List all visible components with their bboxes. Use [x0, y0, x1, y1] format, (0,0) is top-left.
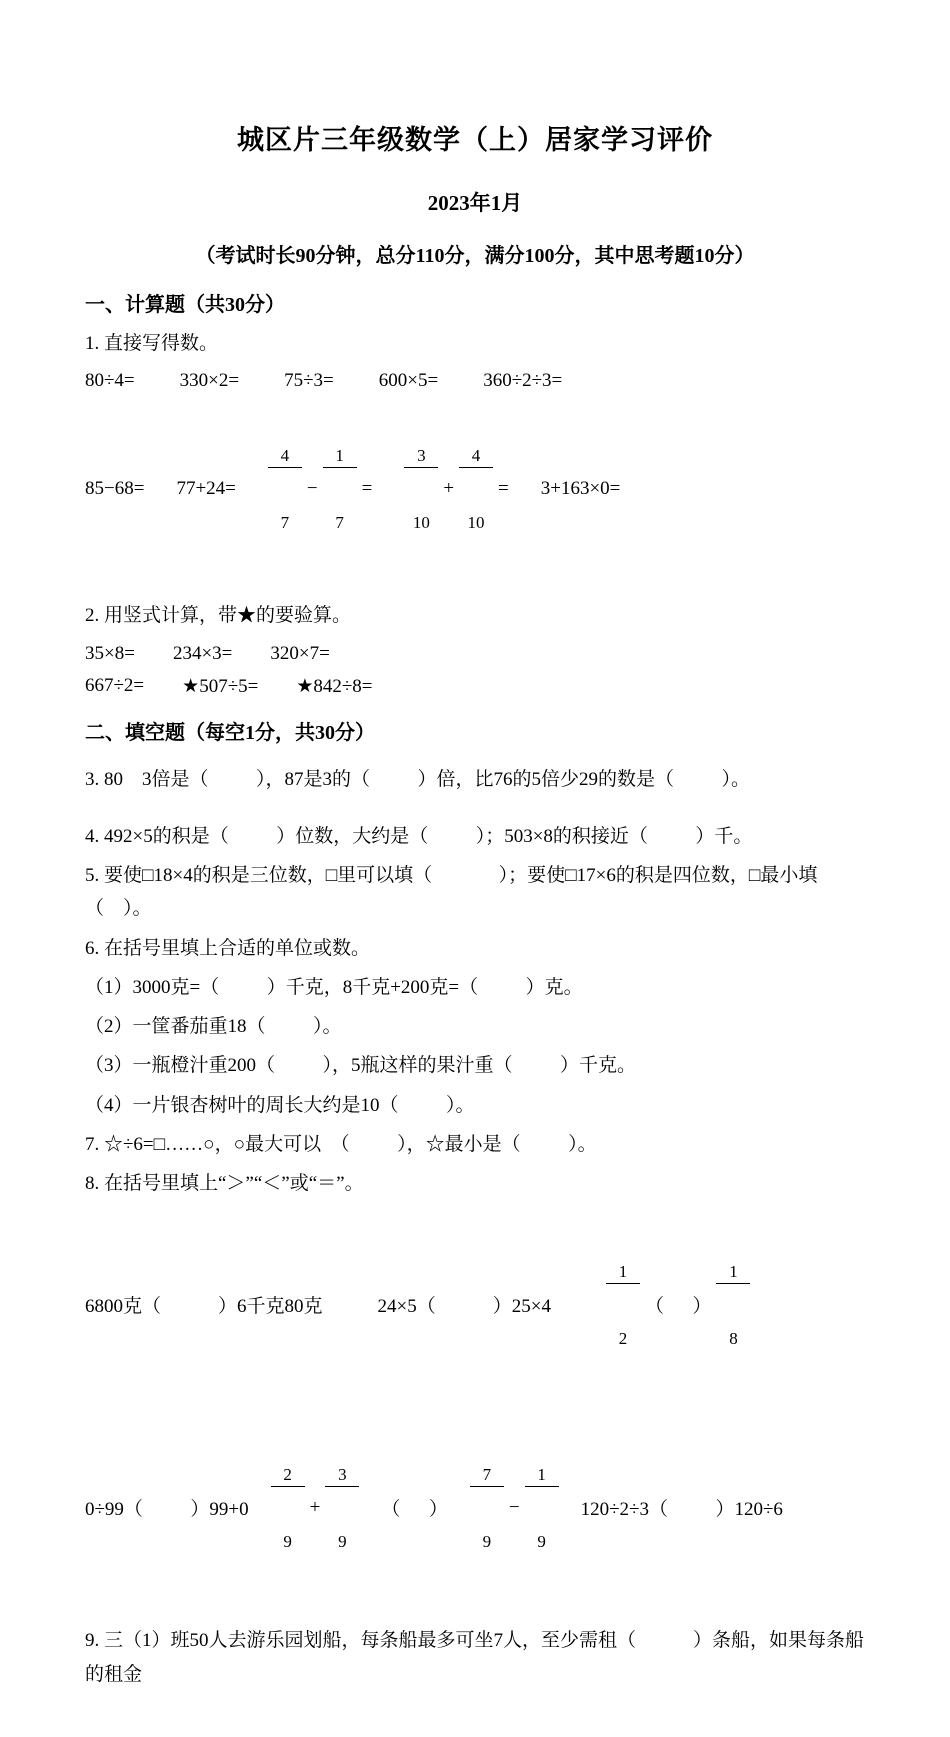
equals-sign: =: [498, 477, 509, 499]
fraction: [268, 402, 302, 575]
fraction-numerator: 2: [271, 1464, 305, 1487]
comparison-expression: 24×5（ ）25×4: [377, 1296, 551, 1318]
operator: −: [508, 1496, 520, 1518]
fraction: [325, 1421, 359, 1594]
fraction-numerator: 1: [716, 1261, 750, 1284]
question-6: 6. 在括号里填上合适的单位或数。: [85, 937, 371, 959]
math-expression: 77+24=: [176, 477, 236, 499]
fraction-denominator: 9: [537, 1531, 546, 1551]
fraction-denominator: 2: [618, 1328, 628, 1348]
fraction-numerator: 3: [404, 445, 438, 468]
fraction-expression: [271, 1421, 360, 1594]
question-9: 9. 三（1）班50人去游乐园划船，每条船最多可坐7人，至少需租（ ）条船，如果每条船的租金: [85, 1630, 865, 1685]
answer-blank: （ ）: [381, 1499, 448, 1521]
fraction-numerator: 1: [606, 1261, 640, 1284]
fraction: [716, 1218, 750, 1391]
operator: −: [306, 477, 318, 499]
math-expression: 80÷4=: [85, 370, 135, 392]
question-7: 7. ☆÷6=□……○，○最大可以 （ ），☆最小是（ ）。: [85, 1133, 597, 1155]
math-expression: ★842÷8=: [296, 675, 373, 697]
question-5: 5. 要使□18×4的积是三位数，□里可以填（ ）；要使□17×6的积是四位数，□最小填（ ）。: [85, 865, 818, 920]
fraction-denominator: 8: [729, 1328, 738, 1348]
question-6-3: （3）一瓶橙汁重200（ ），5瓶这样的果汁重（ ）千克。: [85, 1055, 637, 1077]
q8-row1: [85, 1218, 865, 1391]
comparison-expression: 6800克（ ）6千克80克: [85, 1296, 323, 1318]
q2-row2: [85, 675, 865, 698]
q8-row2: [85, 1421, 865, 1594]
question-6-2: （2）一筐番茄重18（ ）。: [85, 1016, 342, 1037]
question-4: 4. 492×5的积是（ ）位数，大约是（ ）；503×8的积接近（ ）千。: [85, 825, 753, 847]
q1-label: 1. 直接写得数。: [85, 333, 219, 354]
fraction-numerator: 1: [525, 1464, 559, 1487]
q2-row1: [85, 643, 865, 665]
math-expression: 35×8=: [85, 642, 135, 664]
fraction-denominator: 9: [482, 1531, 492, 1551]
page-title: 城区片三年级数学（上）居家学习评价: [237, 125, 713, 155]
fraction-numerator: 7: [470, 1464, 504, 1487]
math-expression: 360÷2÷3=: [483, 370, 563, 392]
fraction-numerator: 1: [323, 445, 357, 468]
fraction: [470, 1421, 504, 1594]
fraction: [323, 402, 357, 575]
section2-heading: 二、填空题（每空1分，共30分）: [85, 721, 375, 744]
math-expression: 3+163×0=: [540, 477, 621, 499]
fraction-expression: [470, 1421, 559, 1594]
q1-row2: [85, 402, 865, 575]
math-expression: 85−68=: [85, 477, 145, 499]
comparison-expression: 0÷99（ ）99+0: [85, 1499, 249, 1521]
fraction-numerator: 3: [325, 1464, 359, 1487]
fraction-denominator: 10: [467, 512, 485, 532]
math-expression: ★507÷5=: [182, 675, 259, 697]
fraction: [525, 1421, 559, 1594]
math-expression: 667÷2=: [85, 675, 145, 696]
question-8: 8. 在括号里填上“＞”“＜”或“＝”。: [85, 1173, 364, 1194]
fraction-numerator: 4: [459, 445, 493, 468]
fraction: [606, 1218, 640, 1391]
question-6-4: （4）一片银杏树叶的周长大约是10（ ）。: [85, 1094, 475, 1116]
fraction: [404, 402, 438, 575]
fraction-expression: [268, 402, 372, 575]
fraction: [459, 402, 493, 575]
exam-date: 2023年1月: [427, 191, 523, 215]
exam-info-line: （考试时长90分钟，总分110分，满分100分，其中思考题10分）: [195, 245, 755, 267]
question-3: 3. 80 3倍是（ ），87是3的（ ）倍，比76的5倍少29的数是（ ）。: [85, 768, 751, 790]
math-expression: 234×3=: [172, 642, 233, 664]
q2-label: 2. 用竖式计算，带★的要验算。: [85, 605, 352, 627]
operator: +: [443, 477, 455, 499]
answer-blank: （ ）: [644, 1296, 712, 1318]
equals-sign: =: [361, 477, 373, 499]
fraction-denominator: 10: [412, 512, 430, 532]
math-expression: 320×7=: [270, 642, 330, 664]
fraction-denominator: 9: [283, 1531, 292, 1551]
section1-heading: 一、计算题（共30分）: [85, 294, 285, 316]
fraction-numerator: 4: [268, 445, 302, 468]
math-expression: 600×5=: [378, 370, 439, 392]
q1-row1: [85, 370, 865, 392]
math-expression: 75÷3=: [284, 370, 334, 392]
fraction-denominator: 7: [335, 512, 344, 532]
comparison-expression: 120÷2÷3（ ）120÷6: [580, 1499, 783, 1521]
fraction-comparison: [606, 1218, 751, 1391]
fraction-denominator: 9: [338, 1531, 347, 1551]
fraction: [271, 1421, 305, 1594]
math-expression: 330×2=: [179, 370, 240, 392]
operator: +: [309, 1496, 321, 1518]
question-6-1: （1）3000克=（ ）千克，8千克+200克=（ ）克。: [85, 976, 583, 998]
fraction-expression: [404, 402, 508, 575]
fraction-denominator: 7: [280, 512, 290, 532]
